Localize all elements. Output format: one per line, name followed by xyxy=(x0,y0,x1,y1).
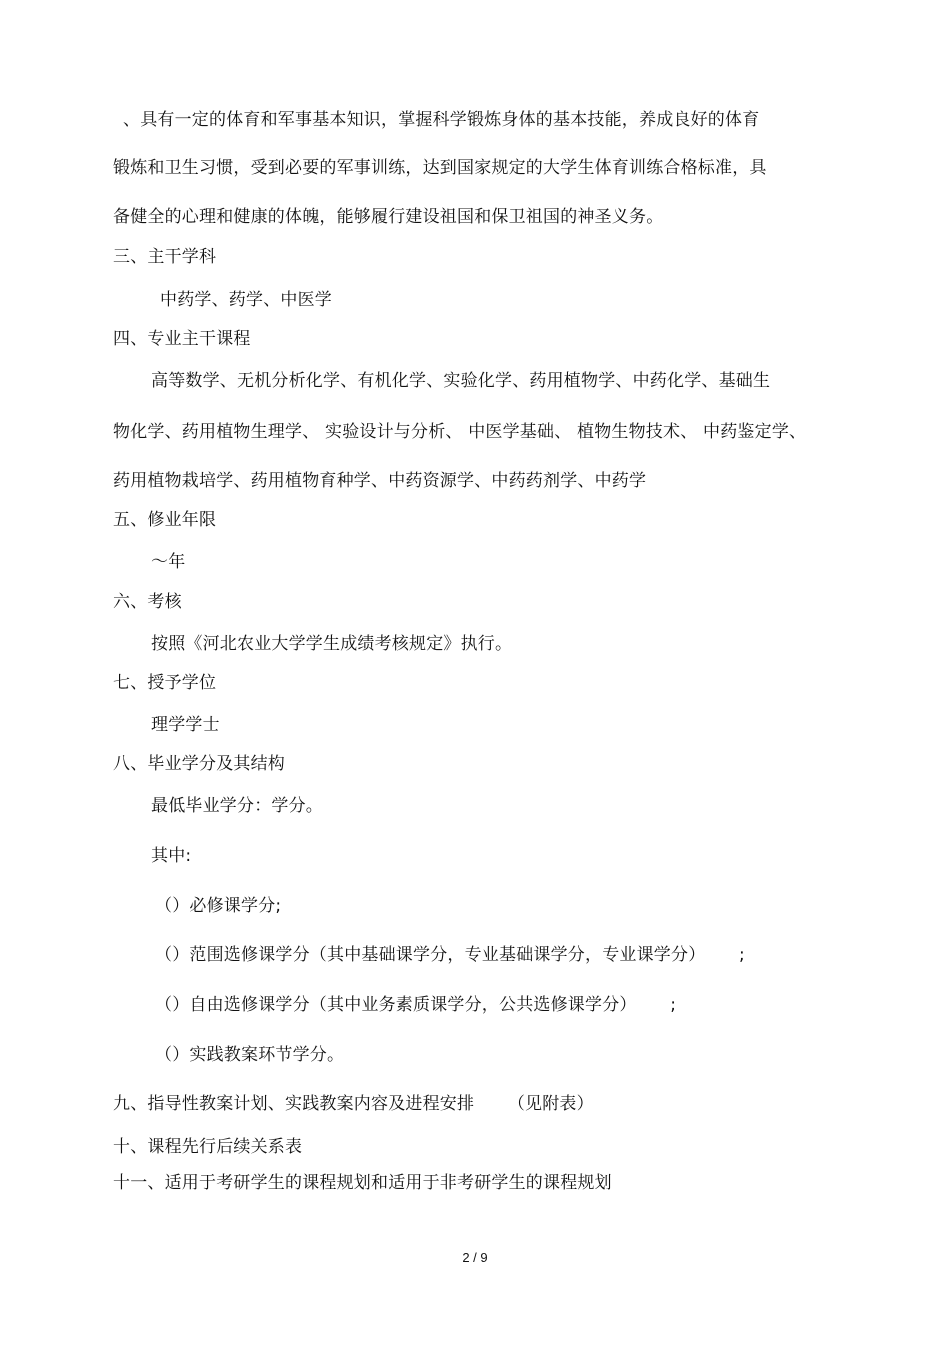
section-9-heading: 九、指导性教案计划、实践教案内容及进程安排 （见附表） xyxy=(113,1094,594,1114)
page-number: 2 / 9 xyxy=(462,1250,488,1265)
section-7-body: 理学学士 xyxy=(151,715,220,735)
section-5-heading: 五、修业年限 xyxy=(113,510,217,530)
pe-paragraph-line-1: 、具有一定的体育和军事基本知识，掌握科学锻炼身体的基本技能，养成良好的体育 xyxy=(123,110,760,130)
section-8-heading: 八、毕业学分及其结构 xyxy=(113,754,285,774)
section-4-heading: 四、专业主干课程 xyxy=(113,329,251,349)
section-5-body: ～年 xyxy=(151,552,186,572)
section-3-heading: 三、主干学科 xyxy=(113,247,217,267)
pe-paragraph-line-2: 锻炼和卫生习惯，受到必要的军事训练，达到国家规定的大学生体育训练合格标准，具 xyxy=(113,158,767,178)
section-3-body: 中药学、药学、中医学 xyxy=(160,290,332,310)
section-4-body-line-2: 物化学、药用植物生理学、 实验设计与分析、 中医学基础、 植物生物技术、 中药鉴定学、 xyxy=(113,422,807,442)
pe-paragraph-line-3: 备健全的心理和健康的体魄，能够履行建设祖国和保卫祖国的神圣义务。 xyxy=(113,207,664,227)
section-4-body-line-3: 药用植物栽培学、药用植物育种学、中药资源学、中药药剂学、中药学 xyxy=(113,471,647,491)
section-4-body-line-1: 高等数学、无机分析化学、有机化学、实验化学、药用植物学、中药化学、基础生 xyxy=(151,371,771,391)
section-11-heading: 十一、适用于考研学生的课程规划和适用于非考研学生的课程规划 xyxy=(113,1173,612,1193)
section-8-item-free-elective: （）自由选修课学分（其中业务素质课学分，公共选修课学分） ; xyxy=(155,995,677,1015)
section-8-item-range-elective: （）范围选修课学分（其中基础课学分，专业基础课学分，专业课学分） ; xyxy=(155,945,745,965)
section-10-heading: 十、课程先行后续关系表 xyxy=(113,1137,303,1157)
section-8-among: 其中: xyxy=(151,846,192,866)
section-7-heading: 七、授予学位 xyxy=(113,673,217,693)
section-8-item-required: （）必修课学分; xyxy=(155,896,282,916)
section-8-min-credits: 最低毕业学分：学分。 xyxy=(151,796,323,816)
section-6-body: 按照《河北农业大学学生成绩考核规定》执行。 xyxy=(151,634,513,654)
section-6-heading: 六、考核 xyxy=(113,592,182,612)
section-8-item-practice: （）实践教案环节学分。 xyxy=(155,1045,345,1065)
